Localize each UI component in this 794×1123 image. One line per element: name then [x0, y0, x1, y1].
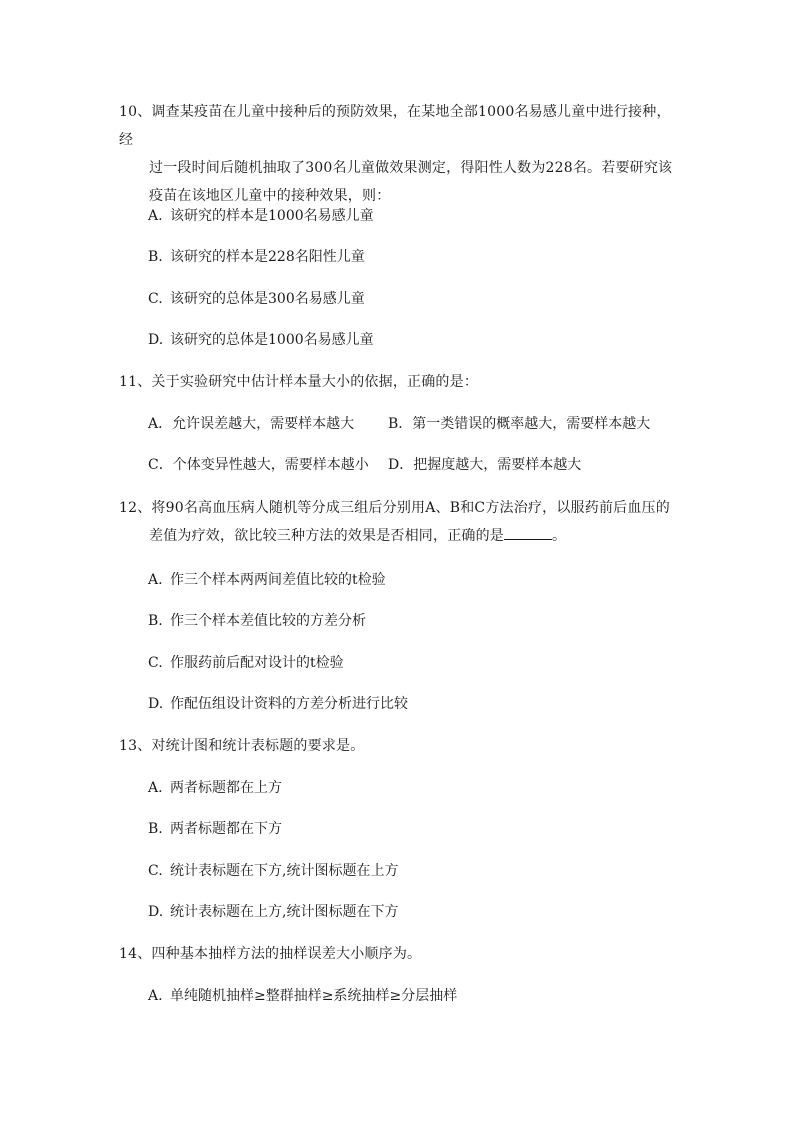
option-key: D.	[148, 332, 164, 348]
option-13c	[148, 861, 398, 881]
option-text: 统计表标题在下方,统计图标题在上方	[170, 863, 399, 879]
option-key: A.	[148, 572, 163, 588]
question-stem-line-1: 对统计图和统计表标题的要求是。	[151, 738, 365, 754]
option-key: A.	[148, 208, 163, 224]
option-10b	[148, 247, 365, 267]
option-13b	[148, 819, 282, 839]
question-number: 14、	[119, 946, 152, 962]
option-key: B.	[148, 821, 163, 837]
question-10	[119, 98, 679, 210]
option-key: D．	[388, 457, 414, 473]
option-key: C.	[148, 863, 163, 879]
option-11b	[388, 414, 650, 434]
option-10d	[148, 330, 374, 350]
option-text: 统计表标题在上方,统计图标题在下方	[170, 904, 399, 920]
option-text: 该研究的总体是300名易感儿童	[170, 291, 365, 307]
option-12c	[148, 653, 344, 673]
option-text: 作三个样本差值比较的方差分析	[170, 613, 366, 629]
option-key: A.	[148, 988, 163, 1004]
question-stem-line-1: 关于实验研究中估计样本量大小的依据，正确的是：	[151, 374, 479, 390]
option-text: 作服药前后配对设计的t检验	[170, 655, 344, 671]
question-number: 11、	[119, 374, 152, 390]
option-12d	[148, 694, 408, 714]
option-text: 作配伍组设计资料的方差分析进行比较	[170, 696, 408, 712]
option-12b	[148, 611, 366, 631]
option-key: B．	[388, 416, 413, 432]
option-text: 第一类错误的概率越大，需要样本越大	[412, 416, 651, 432]
option-row-11cd	[148, 455, 581, 475]
option-key: A．	[148, 416, 173, 432]
option-text: 允许误差越大，需要样本越大	[172, 416, 355, 432]
option-text: 该研究的样本是228名阳性儿童	[170, 249, 365, 265]
question-number: 13、	[119, 738, 152, 754]
option-14a	[148, 986, 457, 1006]
option-key: A.	[148, 780, 163, 796]
answer-blank[interactable]	[504, 525, 552, 540]
question-stem-line-2: 过一段时间后随机抽取了300名儿童做效果测定，得阳性人数为228名。若要研究该	[149, 160, 673, 176]
question-stem-text: 差值为疗效，欲比较三种方法的效果是否相同，正确的是	[149, 528, 504, 544]
option-11a	[148, 414, 388, 434]
option-row-11ab	[148, 414, 650, 434]
option-text: 个体变异性越大，需要样本越小	[172, 457, 369, 473]
option-key: B.	[148, 613, 163, 629]
option-key: C.	[148, 655, 163, 671]
option-11d	[388, 455, 581, 475]
option-13a	[148, 778, 282, 798]
question-13	[119, 732, 679, 760]
option-12a	[148, 570, 386, 590]
question-stem-line-1: 将90名高血压病人随机等分成三组后分别用A、B和C方法治疗，以服药前后血压的	[151, 500, 670, 516]
question-stem-line-2	[119, 522, 679, 550]
option-key: D.	[148, 696, 164, 712]
option-text: 单纯随机抽样≥整群抽样≥系统抽样≥分层抽样	[170, 988, 458, 1004]
question-stem-end: 。	[552, 528, 567, 544]
option-key: D.	[148, 904, 164, 920]
option-10a	[148, 206, 374, 226]
question-number: 10、	[119, 104, 152, 120]
option-11c	[148, 455, 388, 475]
option-text: 两者标题都在下方	[170, 821, 282, 837]
option-text: 该研究的总体是1000名易感儿童	[170, 332, 374, 348]
question-11	[119, 368, 679, 396]
question-12	[119, 494, 679, 550]
question-number: 12、	[119, 500, 152, 516]
option-text: 把握度越大，需要样本越大	[413, 457, 582, 473]
option-text: 该研究的样本是1000名易感儿童	[170, 208, 374, 224]
option-13d	[148, 902, 398, 922]
question-stem-line-1: 四种基本抽样方法的抽样误差大小顺序为。	[151, 946, 422, 962]
option-key: C.	[148, 291, 163, 307]
question-stem-line-1: 调查某疫苗在儿童中接种后的预防效果，在某地全部1000名易感儿童中进行接种，经	[119, 104, 671, 148]
option-text: 作三个样本两两间差值比较的t检验	[170, 572, 386, 588]
option-key: C．	[148, 457, 173, 473]
option-key: B.	[148, 249, 163, 265]
question-stem-line-3: 疫苗在该地区儿童中的接种效果，则：	[149, 188, 391, 204]
option-10c	[148, 289, 365, 309]
option-text: 两者标题都在上方	[170, 780, 282, 796]
question-14	[119, 940, 679, 968]
